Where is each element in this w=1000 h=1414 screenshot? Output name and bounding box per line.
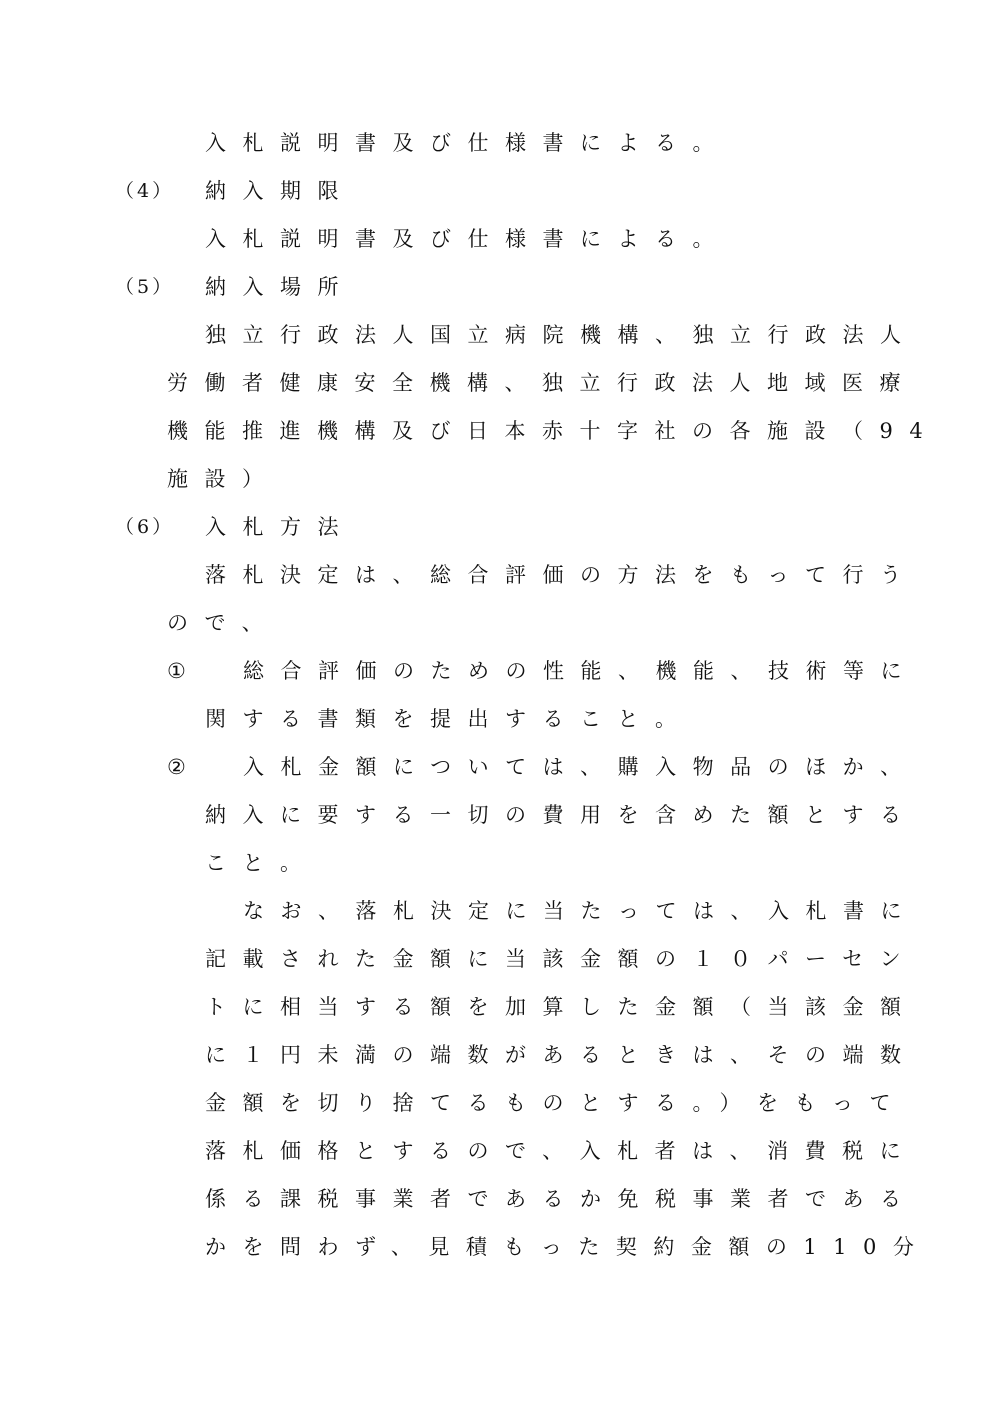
text-line: かを問わず、見積もった契約金額の110分 — [205, 1235, 931, 1259]
circled-number-2: ② — [167, 755, 186, 779]
text-line: 入札説明書及び仕様書による。 — [205, 227, 730, 251]
text-line: 落札決定は、総合評価の方法をもって行う — [205, 563, 918, 587]
text-line: こと。 — [205, 851, 318, 875]
item-number-6: （6） — [115, 516, 175, 538]
text-line: 労働者健康安全機構、独立行政法人地域医療 — [167, 371, 917, 395]
section-heading: 納入期限 — [205, 179, 355, 203]
item-number-5: （5） — [115, 276, 175, 298]
text-line: 落札価格とするので、入札者は、消費税に — [205, 1139, 918, 1163]
text-line: 入札金額については、購入物品のほか、 — [243, 755, 918, 779]
item-number-4: （4） — [115, 180, 175, 202]
text-line: 関する書類を提出すること。 — [205, 707, 693, 731]
text-line: 納入に要する一切の費用を含めた額とする — [205, 803, 918, 827]
circled-number-1: ① — [167, 659, 186, 683]
text-line: 係る課税事業者であるか免税事業者である — [205, 1187, 918, 1211]
section-heading: 入札方法 — [205, 515, 355, 539]
text-line: 独立行政法人国立病院機構、独立行政法人 — [205, 323, 918, 347]
text-line: 記載された金額に当該金額の１０パーセン — [205, 947, 918, 971]
text-line: に１円未満の端数があるときは、その端数 — [205, 1043, 918, 1067]
text-line: 入札説明書及び仕様書による。 — [205, 131, 730, 155]
section-heading: 納入場所 — [205, 275, 355, 299]
text-line: トに相当する額を加算した金額（当該金額 — [205, 995, 918, 1019]
text-line: 総合評価のための性能、機能、技術等に — [243, 659, 918, 683]
text-line: なお、落札決定に当たっては、入札書に — [243, 899, 918, 923]
text-line: 機能推進機構及び日本赤十字社の各施設（94 — [167, 419, 940, 443]
text-line: 金額を切り捨てるものとする。）をもって — [205, 1091, 907, 1115]
text-line: 施設） — [167, 467, 280, 491]
text-line: ので、 — [167, 611, 280, 635]
